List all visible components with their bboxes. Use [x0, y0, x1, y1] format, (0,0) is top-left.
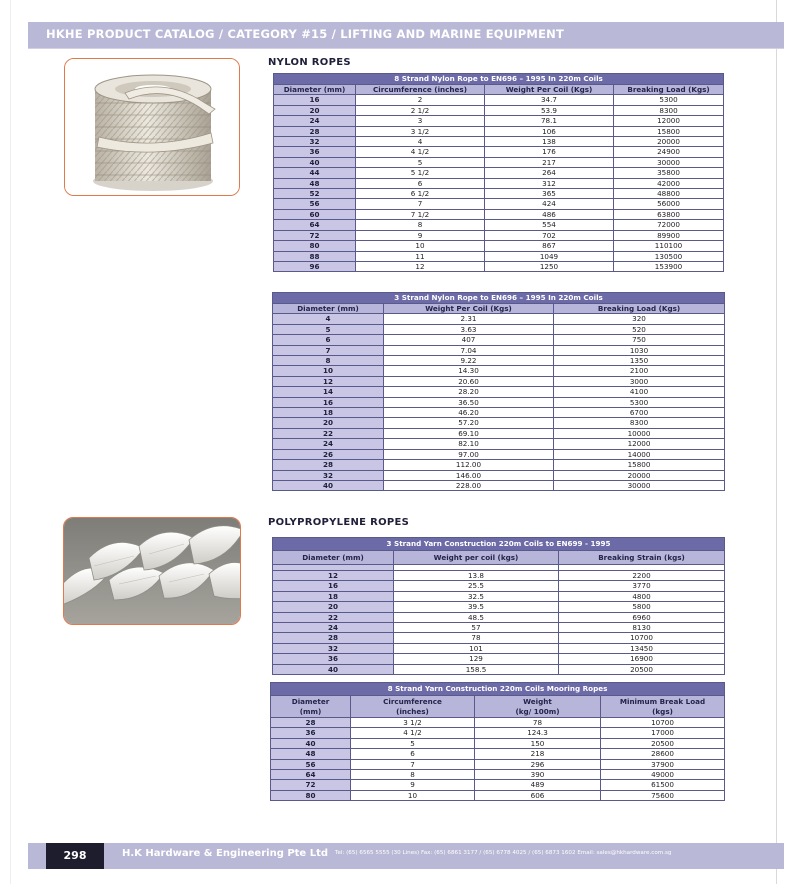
value-cell: 2	[356, 95, 485, 105]
diameter-cell: 18	[273, 408, 384, 418]
table-row	[273, 408, 725, 418]
value-cell: 48800	[614, 189, 724, 199]
table-row	[273, 324, 725, 334]
table-row	[273, 633, 725, 643]
value-cell: 176	[485, 147, 614, 157]
diameter-cell: 40	[274, 157, 356, 167]
polypropylene-3-strand-table	[272, 537, 725, 675]
value-cell: 14.30	[384, 366, 554, 376]
value-cell: 12000	[614, 116, 724, 126]
table-row	[271, 780, 725, 790]
value-cell: 4 1/2	[351, 728, 475, 738]
diameter-cell: 40	[273, 480, 384, 490]
value-cell: 7	[356, 199, 485, 209]
diameter-cell: 18	[273, 591, 394, 601]
diameter-cell: 32	[274, 137, 356, 147]
value-cell: 1030	[554, 345, 725, 355]
value-cell: 112.00	[384, 460, 554, 470]
column-header: Weight Per Coil (Kgs)	[384, 304, 554, 314]
diameter-cell: 88	[274, 251, 356, 261]
nylon-rope-coil-image	[65, 59, 240, 196]
diameter-cell: 28	[273, 460, 384, 470]
value-cell: 554	[485, 220, 614, 230]
value-cell: 9	[351, 780, 475, 790]
table-row	[274, 230, 724, 240]
diameter-cell: 40	[273, 664, 394, 674]
table-row	[274, 137, 724, 147]
table-row	[274, 199, 724, 209]
table-row	[273, 356, 725, 366]
value-cell: 82.10	[384, 439, 554, 449]
value-cell: 14000	[554, 449, 725, 459]
table-row	[273, 470, 725, 480]
diameter-cell: 16	[273, 581, 394, 591]
table-row	[273, 314, 725, 324]
value-cell: 3 1/2	[356, 126, 485, 136]
value-cell: 1250	[485, 261, 614, 271]
table-row	[274, 116, 724, 126]
table-row	[274, 168, 724, 178]
table-row	[273, 480, 725, 490]
diameter-cell: 60	[274, 209, 356, 219]
value-cell: 4	[356, 137, 485, 147]
value-cell: 129	[394, 654, 559, 664]
polypropylene-section-title: POLYPROPYLENE ROPES	[268, 517, 410, 528]
value-cell: 106	[485, 126, 614, 136]
diameter-cell: 16	[273, 397, 384, 407]
value-cell: 138	[485, 137, 614, 147]
value-cell: 28600	[601, 749, 725, 759]
value-cell: 30000	[554, 480, 725, 490]
right-margin-rule	[776, 0, 777, 884]
diameter-cell: 48	[271, 749, 351, 759]
value-cell: 424	[485, 199, 614, 209]
header-divider	[28, 48, 784, 49]
diameter-cell: 96	[274, 261, 356, 271]
value-cell: 6	[356, 178, 485, 188]
value-cell: 264	[485, 168, 614, 178]
value-cell: 6700	[554, 408, 725, 418]
value-cell: 3	[356, 116, 485, 126]
table-row	[273, 397, 725, 407]
column-header: Diameter (mm)	[274, 85, 356, 95]
diameter-cell: 20	[273, 418, 384, 428]
diameter-cell: 26	[273, 449, 384, 459]
diameter-cell: 32	[273, 470, 384, 480]
value-cell: 9.22	[384, 356, 554, 366]
diameter-cell: 52	[274, 189, 356, 199]
value-cell: 20.60	[384, 376, 554, 386]
column-header: Circumference (inches)	[351, 696, 475, 718]
value-cell: 46.20	[384, 408, 554, 418]
table-row	[274, 178, 724, 188]
diameter-cell: 80	[274, 241, 356, 251]
catalog-title: HKHE PRODUCT CATALOG / CATEGORY #15 / LIFTING AND MARINE EQUIPMENT	[46, 27, 564, 41]
value-cell: 10700	[601, 718, 725, 728]
value-cell: 3770	[559, 581, 725, 591]
diameter-cell: 28	[271, 718, 351, 728]
table-row	[273, 335, 725, 345]
column-header: Diameter (mm)	[271, 696, 351, 718]
value-cell: 28.20	[384, 387, 554, 397]
diameter-cell: 40	[271, 738, 351, 748]
value-cell: 35800	[614, 168, 724, 178]
diameter-cell: 20	[274, 105, 356, 115]
value-cell: 13450	[559, 643, 725, 653]
diameter-cell: 36	[274, 147, 356, 157]
value-cell: 1350	[554, 356, 725, 366]
value-cell: 37900	[601, 759, 725, 769]
diameter-cell: 24	[273, 439, 384, 449]
value-cell: 124.3	[475, 728, 601, 738]
value-cell: 390	[475, 770, 601, 780]
diameter-cell: 20	[273, 602, 394, 612]
value-cell: 3 1/2	[351, 718, 475, 728]
value-cell: 78	[475, 718, 601, 728]
value-cell: 489	[475, 780, 601, 790]
diameter-cell: 48	[274, 178, 356, 188]
value-cell: 20500	[559, 664, 725, 674]
table-row	[274, 209, 724, 219]
table-row	[274, 241, 724, 251]
table-row	[271, 738, 725, 748]
value-cell: 57.20	[384, 418, 554, 428]
diameter-cell: 32	[273, 643, 394, 653]
diameter-cell: 7	[273, 345, 384, 355]
table-row	[271, 770, 725, 780]
diameter-cell: 24	[274, 116, 356, 126]
table-row	[273, 643, 725, 653]
table-row	[274, 261, 724, 271]
diameter-cell: 16	[274, 95, 356, 105]
value-cell: 5300	[614, 95, 724, 105]
table-row	[274, 95, 724, 105]
value-cell: 15800	[554, 460, 725, 470]
column-header: Weight per coil (kgs)	[394, 551, 559, 565]
value-cell: 20000	[614, 137, 724, 147]
table-row	[273, 602, 725, 612]
value-cell: 8	[356, 220, 485, 230]
value-cell: 486	[485, 209, 614, 219]
value-cell: 5	[356, 157, 485, 167]
value-cell: 218	[475, 749, 601, 759]
diameter-cell: 12	[273, 376, 384, 386]
table-row	[273, 418, 725, 428]
value-cell: 36.50	[384, 397, 554, 407]
table-row	[274, 126, 724, 136]
value-cell: 56000	[614, 199, 724, 209]
page-number-box	[46, 843, 104, 869]
value-cell: 320	[554, 314, 725, 324]
column-header: Circumference (inches)	[356, 85, 485, 95]
table-row	[273, 654, 725, 664]
table-caption: 3 Strand Yarn Construction 220m Coils to EN699 - 1995	[273, 538, 725, 551]
value-cell: 25.5	[394, 581, 559, 591]
diameter-cell: 44	[274, 168, 356, 178]
table-caption: 3 Strand Nylon Rope to EN696 – 1995 In 220m Coils	[273, 293, 725, 304]
diameter-cell: 28	[274, 126, 356, 136]
value-cell: 8300	[554, 418, 725, 428]
value-cell: 153900	[614, 261, 724, 271]
diameter-cell: 8	[273, 356, 384, 366]
value-cell: 69.10	[384, 428, 554, 438]
value-cell: 30000	[614, 157, 724, 167]
value-cell: 7	[351, 759, 475, 769]
value-cell: 10	[351, 790, 475, 800]
table-caption: 8 Strand Nylon Rope to EN696 – 1995 In 220m Coils	[274, 74, 724, 85]
value-cell: 8	[351, 770, 475, 780]
table-row	[271, 790, 725, 800]
value-cell: 53.9	[485, 105, 614, 115]
value-cell: 365	[485, 189, 614, 199]
diameter-cell: 22	[273, 428, 384, 438]
column-header: Breaking Load (Kgs)	[614, 85, 724, 95]
table-row	[271, 749, 725, 759]
table-row	[273, 449, 725, 459]
value-cell: 6	[351, 749, 475, 759]
value-cell: 7 1/2	[356, 209, 485, 219]
value-cell: 12	[356, 261, 485, 271]
diameter-cell: 64	[271, 770, 351, 780]
nylon-3-strand-table	[272, 292, 725, 491]
value-cell: 15800	[614, 126, 724, 136]
column-header: Breaking Strain (kgs)	[559, 551, 725, 565]
value-cell: 702	[485, 230, 614, 240]
diameter-cell: 24	[273, 623, 394, 633]
value-cell: 6960	[559, 612, 725, 622]
table-row	[271, 759, 725, 769]
value-cell: 13.8	[394, 571, 559, 581]
value-cell: 8300	[614, 105, 724, 115]
value-cell: 228.00	[384, 480, 554, 490]
table-row	[274, 189, 724, 199]
diameter-cell: 56	[271, 759, 351, 769]
diameter-cell: 64	[274, 220, 356, 230]
value-cell: 312	[485, 178, 614, 188]
value-cell: 10000	[554, 428, 725, 438]
value-cell: 2 1/2	[356, 105, 485, 115]
table-row	[273, 571, 725, 581]
value-cell: 520	[554, 324, 725, 334]
table-row	[273, 664, 725, 674]
value-cell: 867	[485, 241, 614, 251]
catalog-header	[28, 22, 784, 48]
diameter-cell: 10	[273, 366, 384, 376]
column-header: Breaking Load (Kgs)	[554, 304, 725, 314]
diameter-cell: 6	[273, 335, 384, 345]
value-cell: 6 1/2	[356, 189, 485, 199]
value-cell: 5	[351, 738, 475, 748]
diameter-cell: 5	[273, 324, 384, 334]
table-row	[273, 460, 725, 470]
value-cell: 78.1	[485, 116, 614, 126]
value-cell: 130500	[614, 251, 724, 261]
diameter-cell: 14	[273, 387, 384, 397]
value-cell: 16900	[559, 654, 725, 664]
polypropylene-rope-photo	[63, 517, 241, 625]
diameter-cell: 80	[271, 790, 351, 800]
diameter-cell: 4	[273, 314, 384, 324]
table-row	[273, 376, 725, 386]
value-cell: 12000	[554, 439, 725, 449]
value-cell: 49000	[601, 770, 725, 780]
value-cell: 10	[356, 241, 485, 251]
table-row	[274, 105, 724, 115]
column-header: Diameter (mm)	[273, 304, 384, 314]
diameter-cell: 36	[271, 728, 351, 738]
table-row	[273, 581, 725, 591]
column-header: Diameter (mm)	[273, 551, 394, 565]
value-cell: 17000	[601, 728, 725, 738]
value-cell: 2.31	[384, 314, 554, 324]
value-cell: 158.5	[394, 664, 559, 674]
table-row	[271, 728, 725, 738]
diameter-cell: 72	[271, 780, 351, 790]
diameter-cell: 36	[273, 654, 394, 664]
value-cell: 48.5	[394, 612, 559, 622]
table-row	[271, 718, 725, 728]
value-cell: 5800	[559, 602, 725, 612]
value-cell: 110100	[614, 241, 724, 251]
value-cell: 24900	[614, 147, 724, 157]
contact-info: Tel: (65) 6565 5555 (30 Lines) Fax: (65) 6861 3177 / (65) 6778 4025 / (65) 6873 1602 Email: sales@hkhardware.com.sg	[335, 850, 672, 856]
value-cell: 150	[475, 738, 601, 748]
value-cell: 3.63	[384, 324, 554, 334]
value-cell: 57	[394, 623, 559, 633]
value-cell: 72000	[614, 220, 724, 230]
value-cell: 39.5	[394, 602, 559, 612]
value-cell: 42000	[614, 178, 724, 188]
table-row	[273, 591, 725, 601]
nylon-8-strand-table	[273, 73, 724, 272]
column-header: Minimum Break Load (kgs)	[601, 696, 725, 718]
table-row	[274, 251, 724, 261]
diameter-cell: 28	[273, 633, 394, 643]
column-header: Weight (kg/ 100m)	[475, 696, 601, 718]
value-cell: 407	[384, 335, 554, 345]
value-cell: 5 1/2	[356, 168, 485, 178]
value-cell: 78	[394, 633, 559, 643]
value-cell: 296	[475, 759, 601, 769]
table-row	[274, 220, 724, 230]
value-cell: 4 1/2	[356, 147, 485, 157]
nylon-rope-photo	[64, 58, 240, 196]
table-row	[273, 366, 725, 376]
value-cell: 8130	[559, 623, 725, 633]
value-cell: 9	[356, 230, 485, 240]
page-number: 298	[63, 849, 87, 862]
value-cell: 2200	[559, 571, 725, 581]
value-cell: 750	[554, 335, 725, 345]
polypropylene-rope-braid-image	[64, 518, 241, 625]
value-cell: 1049	[485, 251, 614, 261]
table-row	[273, 428, 725, 438]
value-cell: 11	[356, 251, 485, 261]
column-header: Weight Per Coil (Kgs)	[485, 85, 614, 95]
table-row	[273, 387, 725, 397]
diameter-cell: 22	[273, 612, 394, 622]
table-row	[274, 147, 724, 157]
value-cell: 75600	[601, 790, 725, 800]
table-row	[274, 157, 724, 167]
value-cell: 101	[394, 643, 559, 653]
table-row	[273, 623, 725, 633]
value-cell: 10700	[559, 633, 725, 643]
diameter-cell: 56	[274, 199, 356, 209]
value-cell: 89900	[614, 230, 724, 240]
value-cell: 146.00	[384, 470, 554, 480]
diameter-cell: 72	[274, 230, 356, 240]
diameter-cell: 12	[273, 571, 394, 581]
table-row	[273, 439, 725, 449]
value-cell: 32.5	[394, 591, 559, 601]
left-margin-rule	[10, 0, 11, 884]
table-row	[273, 612, 725, 622]
table-caption: 8 Strand Yarn Construction 220m Coils Mooring Ropes	[271, 683, 725, 696]
value-cell: 97.00	[384, 449, 554, 459]
value-cell: 606	[475, 790, 601, 800]
table-row	[273, 345, 725, 355]
value-cell: 2100	[554, 366, 725, 376]
value-cell: 4100	[554, 387, 725, 397]
value-cell: 63800	[614, 209, 724, 219]
value-cell: 217	[485, 157, 614, 167]
value-cell: 7.04	[384, 345, 554, 355]
value-cell: 3000	[554, 376, 725, 386]
value-cell: 20500	[601, 738, 725, 748]
nylon-section-title: NYLON ROPES	[268, 57, 351, 68]
value-cell: 5300	[554, 397, 725, 407]
value-cell: 20000	[554, 470, 725, 480]
polypropylene-8-strand-table	[270, 682, 725, 801]
value-cell: 4800	[559, 591, 725, 601]
value-cell: 61500	[601, 780, 725, 790]
value-cell: 34.7	[485, 95, 614, 105]
company-name: H.K Hardware & Engineering Pte Ltd	[122, 848, 329, 859]
